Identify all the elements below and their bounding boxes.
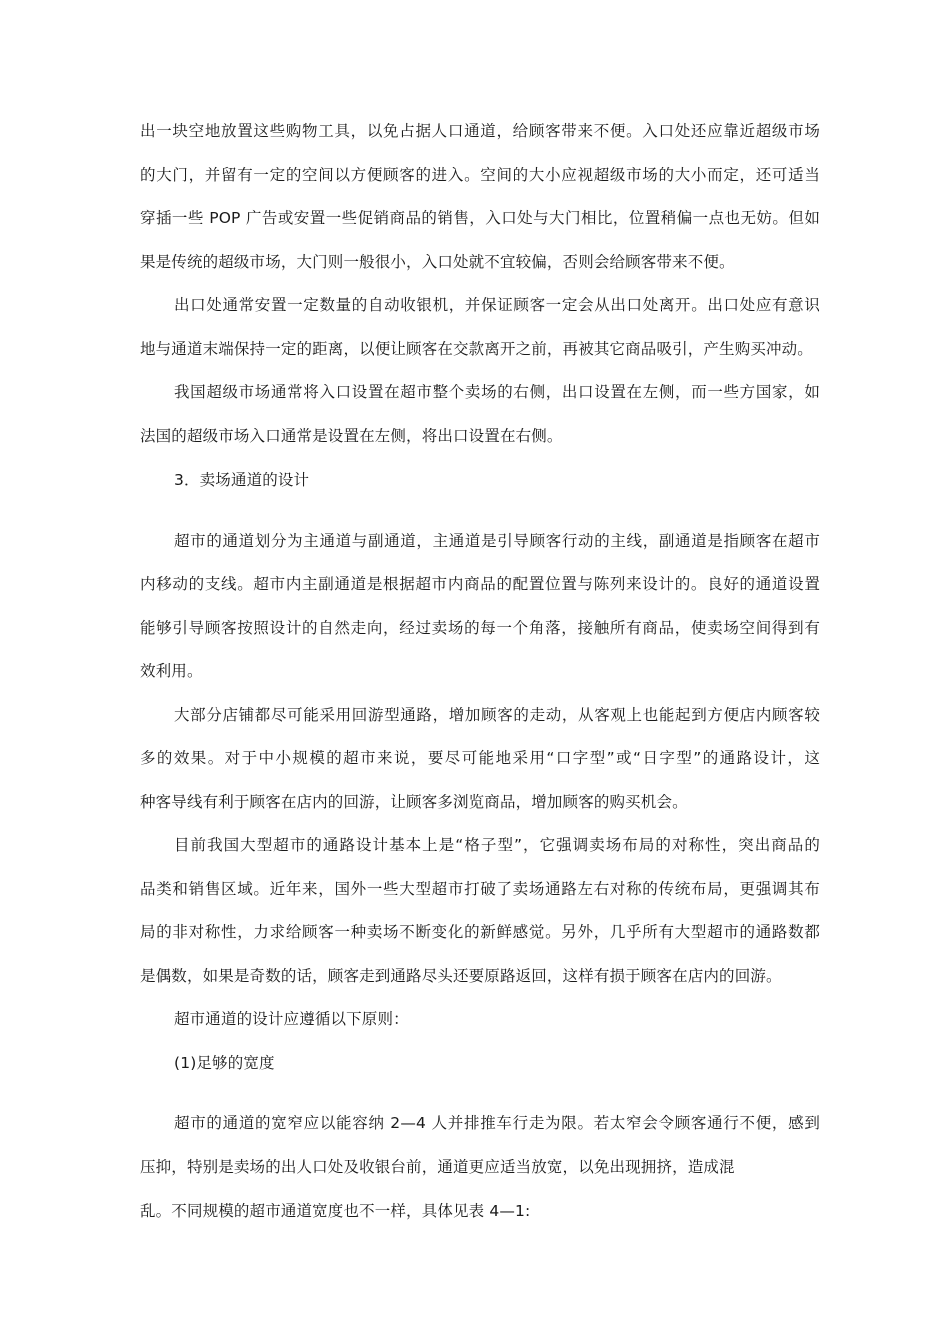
paragraph-line: 果是传统的超级市场，大门则一般很小，入口处就不宜较偏，否则会给顾客带来不便。 — [140, 253, 735, 271]
section-heading: 3．卖场通道的设计 — [174, 471, 310, 489]
paragraph-line: 压抑，特别是卖场的出人口处及收银台前，通道更应适当放宽，以免出现拥挤，造成混 — [140, 1158, 735, 1176]
paragraph-line: 多的效果。对于中小规模的超市来说，要尽可能地采用“口字型”或“日字型”的通路设计，这 — [140, 749, 820, 767]
paragraph-line: 局的非对称性，力求给顾客一种卖场不断变化的新鲜感觉。另外，几乎所有大型超市的通路数都 — [140, 923, 820, 941]
paragraph-line: 是偶数，如果是奇数的话，顾客走到通路尽头还要原路返回，这样有损于顾客在店内的回游。 — [140, 967, 782, 985]
paragraph-line: 超市的通道划分为主通道与副通道，主通道是引导顾客行动的主线，副通道是指顾客在超市 — [174, 532, 820, 550]
paragraph-line: 的大门，并留有一定的空间以方便顾客的进入。空间的大小应视超级市场的大小而定，还可适当 — [140, 166, 820, 184]
paragraph-line: 大部分店铺都尽可能采用回游型通路，增加顾客的走动，从客观上也能起到方便店内顾客较 — [174, 706, 820, 724]
paragraph-line: 出口处通常安置一定数量的自动收银机，并保证顾客一定会从出口处离开。出口处应有意识 — [174, 296, 820, 314]
paragraph-line: 地与通道末端保持一定的距离，以便让顾客在交款离开之前，再被其它商品吸引，产生购买冲动。 — [140, 340, 813, 358]
paragraph-line: 出一块空地放置这些购物工具，以免占据人口通道，给顾客带来不便。入口处还应靠近超级市场 — [140, 122, 820, 140]
paragraph-line: 法国的超级市场入口通常是设置在左侧，将出口设置在右侧。 — [140, 427, 563, 445]
paragraph-line: 能够引导顾客按照设计的自然走向，经过卖场的每一个角落，接触所有商品，使卖场空间得到有 — [140, 619, 820, 637]
paragraph-line: 我国超级市场通常将入口设置在超市整个卖场的右侧，出口设置在左侧，而一些方国家，如 — [174, 383, 820, 401]
paragraph-line: 内移动的支线。超市内主副通道是根据超市内商品的配置位置与陈列来设计的。良好的通道设置 — [140, 575, 820, 593]
subsection-heading: (1)足够的宽度 — [174, 1054, 275, 1072]
paragraph-line: 超市的通道的宽窄应以能容纳 2—4 人并排推车行走为限。若太窄会令顾客通行不便，感到 — [174, 1114, 820, 1132]
paragraph-line: 品类和销售区域。近年来，国外一些大型超市打破了卖场通路左右对称的传统布局，更强调其布 — [140, 880, 820, 898]
paragraph-line: 目前我国大型超市的通路设计基本上是“格子型”，它强调卖场布局的对称性，突出商品的 — [174, 836, 820, 854]
paragraph-line: 效利用。 — [140, 662, 203, 680]
paragraph-line: 穿插一些 POP 广告或安置一些促销商品的销售，入口处与大门相比，位置稍偏一点也无妨。但如 — [140, 209, 820, 227]
paragraph-line: 超市通道的设计应遵循以下原则： — [174, 1010, 409, 1028]
paragraph-line: 种客导线有利于顾客在店内的回游，让顾客多浏览商品，增加顾客的购买机会。 — [140, 793, 688, 811]
paragraph-line: 乱。不同规模的超市通道宽度也不一样，具体见表 4—1: — [140, 1202, 531, 1220]
